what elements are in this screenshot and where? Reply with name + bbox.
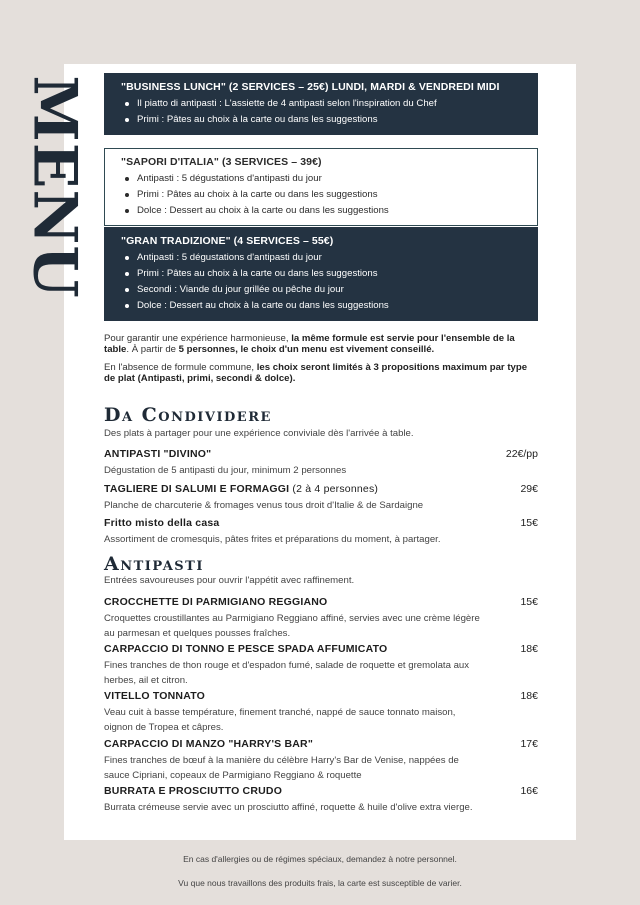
dish-tagliere <box>104 483 538 513</box>
dish-name: CROCCHETTE DI PARMIGIANO REGGIANO <box>104 596 328 608</box>
formula-item: Il piatto di antipasti : L'assiette de 4 antipasti selon l'inspiration du Chef <box>121 96 521 112</box>
dish-description: Assortiment de cromesquis, pâtes frites et préparations du moment, à partager. <box>104 534 441 545</box>
dish-description: Burrata crémeuse servie avec un prosciutto affiné, roquette & huile d'olive extra vierge. <box>104 802 473 813</box>
footer-fresh-products-note: Vu que nous travaillons des produits frais, la carte est susceptible de varier. <box>178 878 462 888</box>
dish-fritto-misto <box>104 517 538 547</box>
note-choice-limit: En l'absence de formule commune, les choix seront limités à 3 propositions maximum par type de plat (Antipasti, primi, secondi & dolce). <box>104 362 528 384</box>
section-subtitle-condividere: Des plats à partager pour une expérience conviviale dès l'arrivée à table. <box>104 428 414 439</box>
dish-description: Veau cuit à basse température, finement tranché, nappé de sauce tonnato maison, oignon de Tropea et câpres. <box>104 707 456 733</box>
footer-allergies-note: En cas d'allergies ou de régimes spéciaux, demandez à notre personnel. <box>183 854 457 864</box>
dish-crocchette <box>104 596 538 641</box>
dish-name: ANTIPASTI "DIVINO" <box>104 448 212 460</box>
dish-price: 22€/pp <box>505 448 538 460</box>
formula-business-lunch <box>104 73 538 135</box>
dish-price: 16€ <box>520 785 538 797</box>
formula-title: "BUSINESS LUNCH" (2 SERVICES – 25€) LUNDI, MARDI & VENDREDI MIDI <box>121 81 500 93</box>
dish-price: 18€ <box>520 643 538 655</box>
dish-price: 17€ <box>520 738 538 750</box>
formula-item: Antipasti : 5 dégustations d'antipasti du jour <box>121 171 521 187</box>
section-subtitle-antipasti: Entrées savoureuses pour ouvrir l'appétit avec raffinement. <box>104 575 355 586</box>
menu-title: MENU <box>20 75 91 299</box>
dish-portion: (2 à 4 personnes) <box>289 483 379 495</box>
dish-name: CARPACCIO DI MANZO "HARRY'S BAR" <box>104 738 314 750</box>
dish-name: VITELLO TONNATO <box>104 690 206 702</box>
dish-antipasti-divino <box>104 448 538 478</box>
formula-item: Dolce : Dessert au choix à la carte ou dans les suggestions <box>121 203 521 219</box>
dish-description: Fines tranches de thon rouge et d'espadon fumé, salade de roquette et gremolata aux herbes, ail et citron. <box>104 660 470 686</box>
formula-item: Primi : Pâtes au choix à la carte ou dans les suggestions <box>121 266 521 282</box>
dish-description: Dégustation de 5 antipasti du jour, minimum 2 personnes <box>104 465 347 476</box>
dish-carpaccio-manzo <box>104 738 538 783</box>
formula-item: Dolce : Dessert au choix à la carte ou dans les suggestions <box>121 298 521 314</box>
formula-title: "GRAN TRADIZIONE" (4 SERVICES – 55€) <box>121 235 334 247</box>
dish-description: Fines tranches de bœuf à la manière du célèbre Harry's Bar de Venise, nappées de sauce Cipriani, copeaux de Parmigiano Reggiano & roquette <box>104 755 459 781</box>
dish-price: 15€ <box>520 517 538 529</box>
dish-carpaccio-tonno <box>104 643 538 688</box>
dish-name: TAGLIERE DI SALUMI E FORMAGGI <box>104 483 290 495</box>
dish-name: BURRATA E PROSCIUTTO CRUDO <box>104 785 283 797</box>
formula-sapori-italia <box>104 148 538 226</box>
section-title-antipasti: Antipasti <box>104 553 204 575</box>
formula-item: Antipasti : 5 dégustations d'antipasti du jour <box>121 250 521 266</box>
formula-gran-tradizione <box>104 227 538 321</box>
dish-name: CARPACCIO DI TONNO E PESCE SPADA AFFUMICATO <box>104 643 388 655</box>
dish-description: Planche de charcuterie & fromages venus tous droit d'Italie & de Sardaigne <box>104 500 424 511</box>
section-title-condividere: Da Condividere <box>104 404 272 426</box>
dish-burrata <box>104 785 538 815</box>
dish-price: 15€ <box>520 596 538 608</box>
formula-item: Secondi : Viande du jour grillée ou pêche du jour <box>121 282 521 298</box>
dish-name: Fritto misto della casa <box>104 517 220 529</box>
formula-item: Primi : Pâtes au choix à la carte ou dans les suggestions <box>121 187 521 203</box>
formula-item: Primi : Pâtes au choix à la carte ou dans les suggestions <box>121 112 521 128</box>
dish-price: 29€ <box>520 483 538 495</box>
dish-vitello-tonnato <box>104 690 538 735</box>
formula-title: "SAPORI D'ITALIA" (3 SERVICES – 39€) <box>121 156 322 168</box>
dish-price: 18€ <box>520 690 538 702</box>
dish-description: Croquettes croustillantes au Parmigiano Reggiano affiné, servies avec une crème légère au parmesan et quelques pousses fraîches. <box>104 613 480 639</box>
note-formula-table: Pour garantir une expérience harmonieuse, la même formule est servie pour l'ensemble de la table. À partir de 5 personnes, le choix d'un menu est vivement conseillé. <box>104 333 515 355</box>
